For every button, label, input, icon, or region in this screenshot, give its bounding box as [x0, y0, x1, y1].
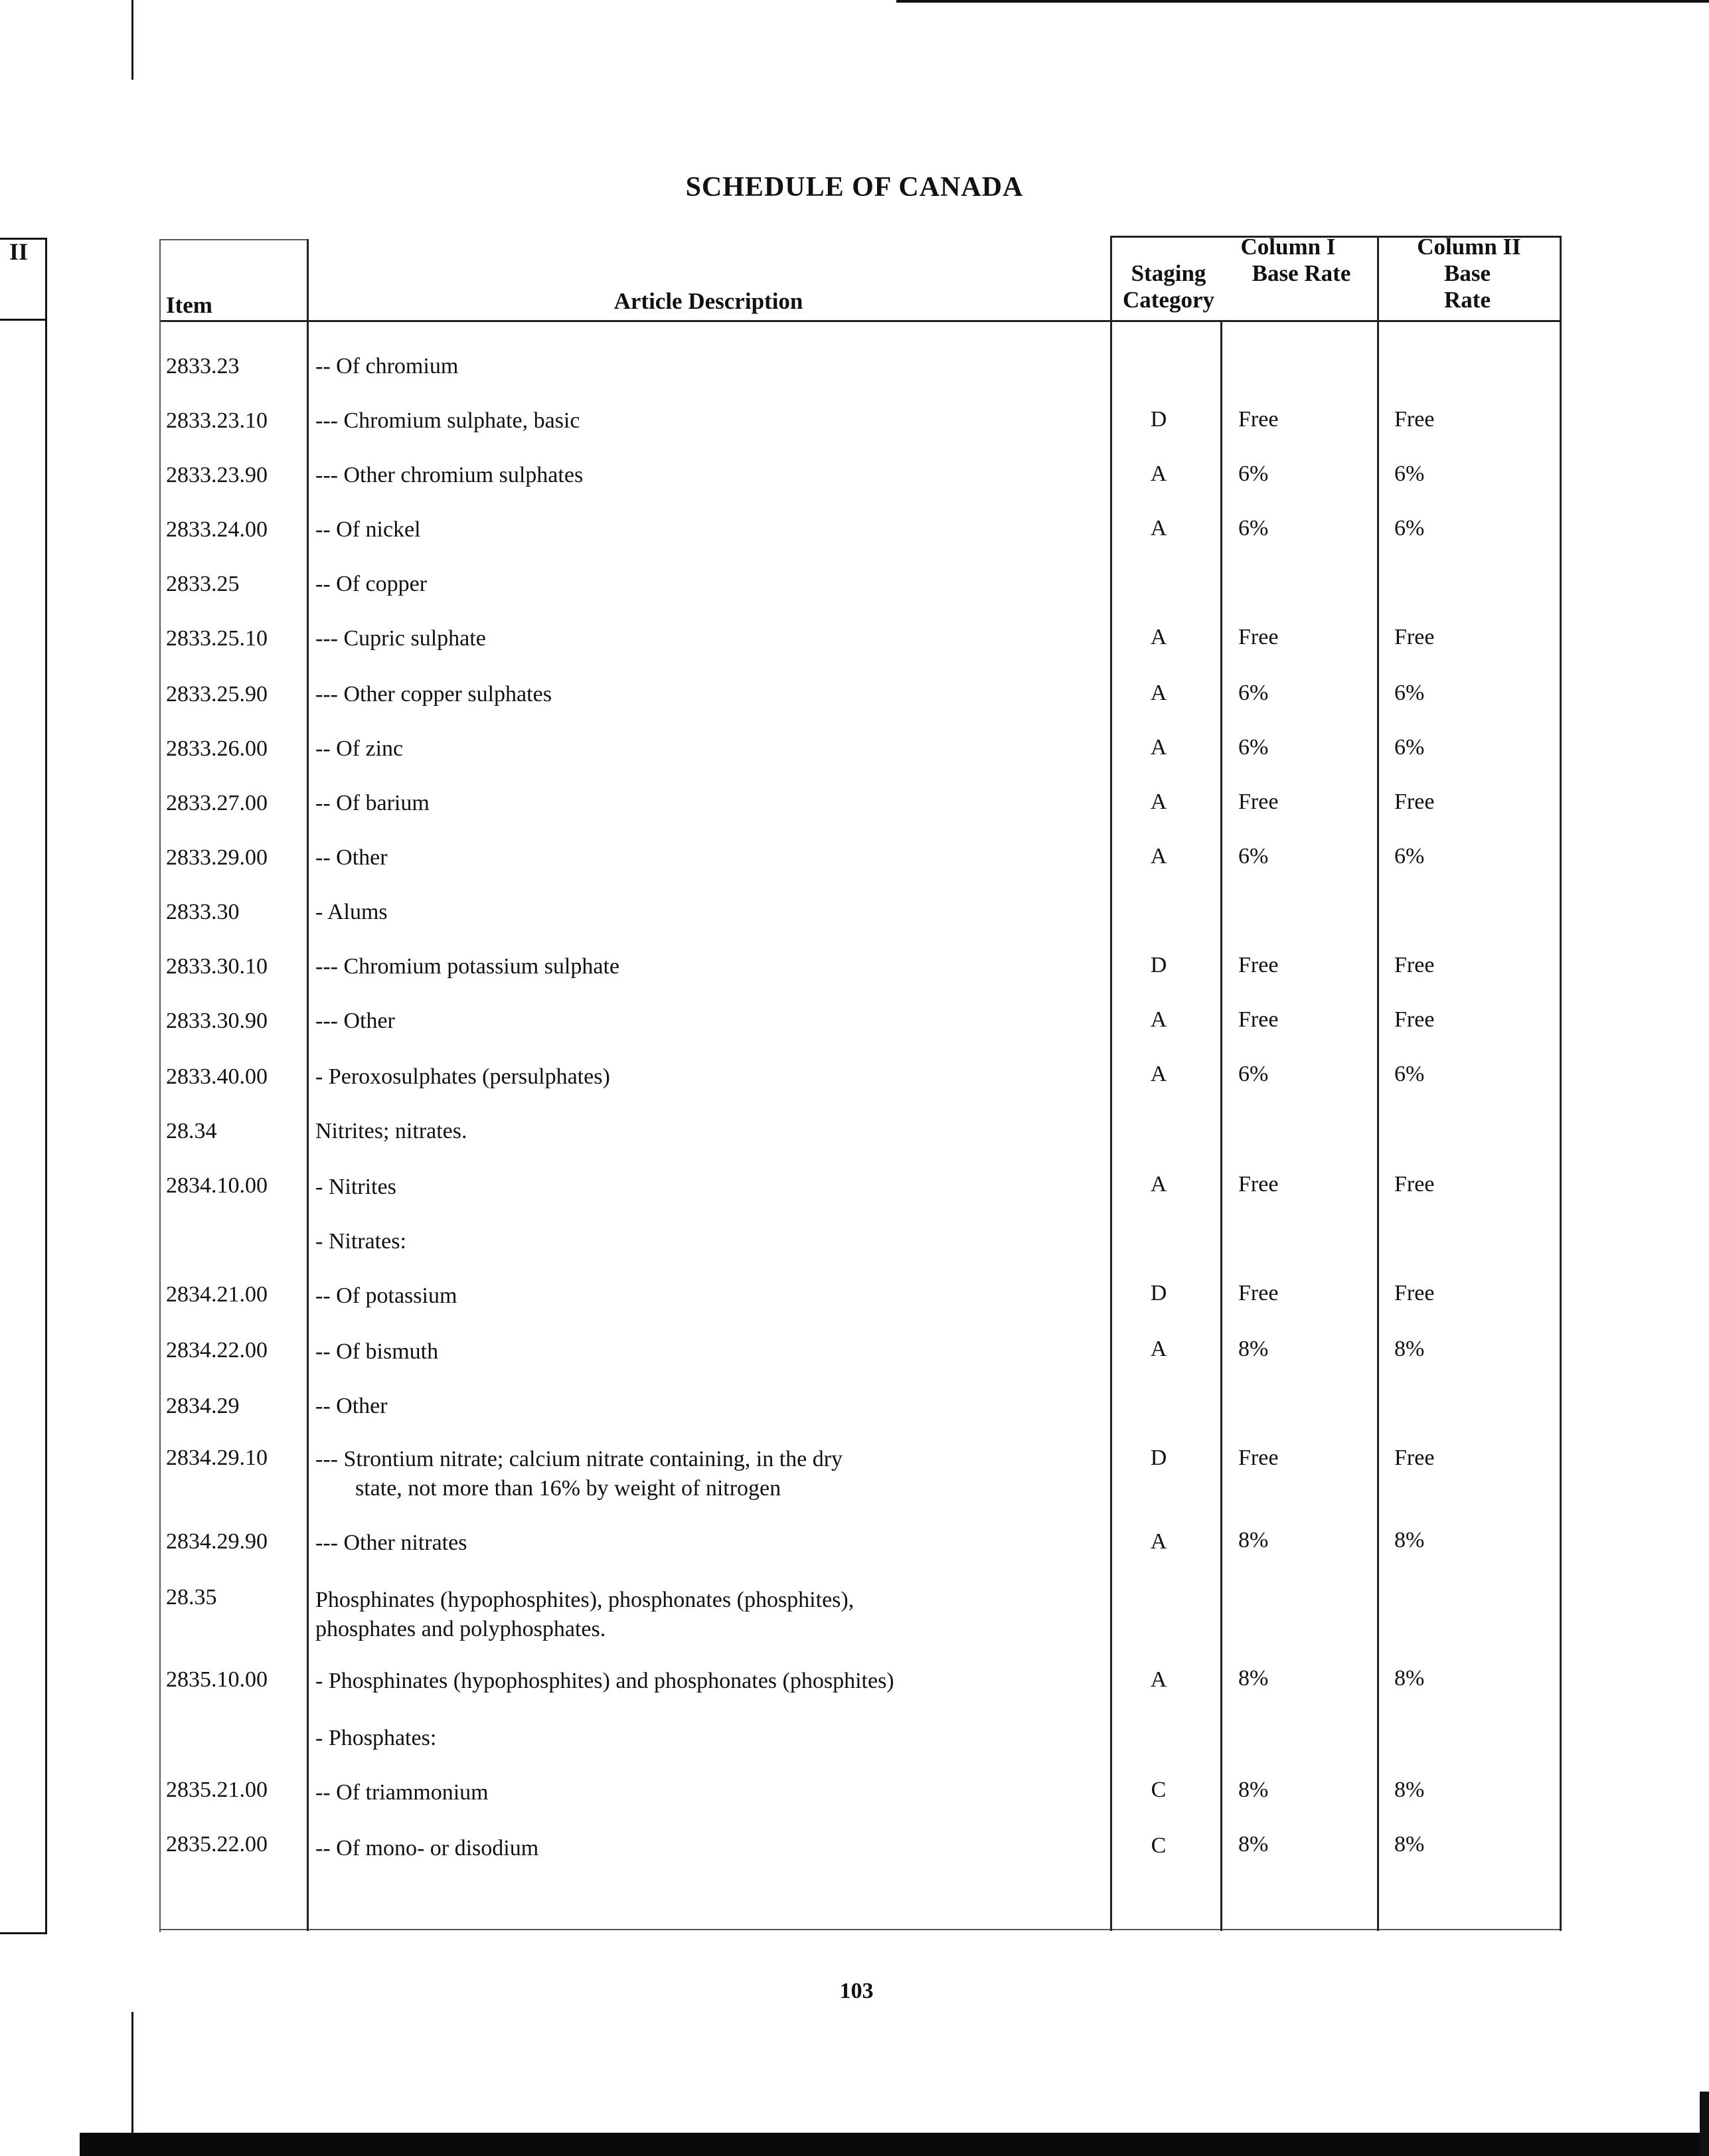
base-rate-column-2: 8%	[1394, 1778, 1425, 1802]
item-code: 2833.23	[166, 354, 240, 378]
item-code: 2833.29.00	[166, 845, 268, 870]
item-code: 2834.29.10	[166, 1446, 268, 1470]
article-description: - Peroxosulphates (persulphates)	[315, 1064, 610, 1089]
staging-category: D	[1150, 1446, 1167, 1470]
article-description: Nitrites; nitrates.	[315, 1119, 467, 1143]
table-top-border-left	[159, 239, 309, 240]
base-rate-column-2: Free	[1394, 1446, 1435, 1470]
item-code: 2834.21.00	[166, 1282, 268, 1307]
staging-category: A	[1150, 461, 1167, 486]
item-code: 2834.22.00	[166, 1338, 268, 1363]
base-rate-column-2: 6%	[1394, 1062, 1425, 1086]
staging-category: D	[1150, 953, 1167, 977]
article-description: --- Chromium potassium sulphate	[315, 954, 620, 979]
table-bottom-border	[159, 1929, 1562, 1930]
article-description: --- Other	[315, 1009, 395, 1033]
base-rate-column-1: 6%	[1238, 516, 1269, 540]
page-number: 103	[839, 1979, 874, 2003]
base-rate-column-1: 8%	[1238, 1337, 1269, 1361]
scan-left-margin-line	[0, 319, 46, 321]
header-bottom-border	[159, 320, 1562, 322]
desc-col1-divider	[1110, 236, 1112, 1931]
base-rate-column-1: Free	[1238, 1172, 1279, 1197]
staging-category: A	[1150, 1667, 1167, 1692]
item-code: 2834.29	[166, 1394, 240, 1418]
staging-category: A	[1150, 1337, 1167, 1361]
base-rate-column-1: Free	[1238, 789, 1279, 814]
article-description: --- Strontium nitrate; calcium nitrate containing, in the dry	[315, 1447, 843, 1471]
scan-left-margin-line-2	[0, 1932, 46, 1934]
staging-category: A	[1150, 1062, 1167, 1086]
base-rate-column-2: 8%	[1394, 1832, 1425, 1857]
base-rate-column-2: Free	[1394, 407, 1435, 432]
base-rate-column-1: Free	[1238, 1007, 1279, 1032]
col1-col2-divider	[1377, 236, 1379, 1931]
header-base-rate-2: Base Rate	[1444, 260, 1491, 313]
article-description: -- Of triammonium	[315, 1780, 489, 1805]
base-rate-column-1: Free	[1238, 407, 1279, 432]
item-code: 2833.25	[166, 572, 240, 596]
staging-category: C	[1151, 1833, 1167, 1858]
staging-category: C	[1151, 1778, 1167, 1802]
article-description: --- Other nitrates	[315, 1531, 467, 1555]
article-description: Phosphinates (hypophosphites), phosphonates (phosphites),	[315, 1588, 854, 1612]
stage-base-divider	[1220, 320, 1222, 1931]
item-desc-divider	[307, 239, 309, 1931]
base-rate-column-1: 8%	[1238, 1778, 1269, 1802]
staging-category: D	[1150, 407, 1167, 432]
base-rate-column-1: 6%	[1238, 844, 1269, 869]
base-rate-column-2: 6%	[1394, 516, 1425, 540]
article-description: -- Of mono- or disodium	[315, 1836, 539, 1861]
base-rate-column-2: 8%	[1394, 1666, 1425, 1691]
base-rate-column-1: Free	[1238, 1446, 1279, 1470]
base-rate-column-2: Free	[1394, 1007, 1435, 1032]
scan-right-corner	[1700, 2092, 1709, 2156]
item-code: 2833.27.00	[166, 791, 268, 815]
item-code: 2833.24.00	[166, 517, 268, 542]
item-code: 2833.25.90	[166, 682, 268, 706]
base-rate-column-2: Free	[1394, 1281, 1435, 1305]
staging-category: A	[1150, 1007, 1167, 1032]
article-description: - Alums	[315, 900, 388, 924]
item-code: 2834.29.90	[166, 1529, 268, 1554]
staging-category: D	[1150, 1281, 1167, 1305]
article-description: -- Of nickel	[315, 517, 421, 542]
article-description: --- Other chromium sulphates	[315, 463, 584, 487]
article-description-continued: state, not more than 16% by weight of nitrogen	[355, 1476, 781, 1501]
item-code: 28.35	[166, 1585, 217, 1610]
item-code: 2835.21.00	[166, 1778, 268, 1802]
item-code: 2835.10.00	[166, 1667, 268, 1692]
staging-category: A	[1150, 516, 1167, 540]
staging-category: A	[1150, 681, 1167, 705]
base-rate-column-1: 8%	[1238, 1666, 1269, 1691]
item-code: 2834.10.00	[166, 1173, 268, 1198]
header-item: Item	[166, 292, 212, 318]
base-rate-column-2: Free	[1394, 1172, 1435, 1197]
base-rate-column-2: 8%	[1394, 1337, 1425, 1361]
item-code: 28.34	[166, 1119, 217, 1143]
base-rate-column-1: 6%	[1238, 735, 1269, 760]
item-code: 2833.23.90	[166, 463, 268, 487]
article-description-continued: phosphates and polyphosphates.	[315, 1617, 606, 1641]
base-rate-column-2: 6%	[1394, 461, 1425, 486]
base-rate-column-1: 8%	[1238, 1832, 1269, 1857]
article-description: --- Chromium sulphate, basic	[315, 408, 580, 433]
base-rate-column-2: 6%	[1394, 844, 1425, 869]
item-code: 2833.25.10	[166, 626, 268, 651]
base-rate-column-1: 6%	[1238, 1062, 1269, 1086]
article-description: -- Of bismuth	[315, 1339, 439, 1364]
article-description: -- Other	[315, 845, 388, 870]
article-description: -- Of barium	[315, 791, 430, 815]
base-rate-column-2: Free	[1394, 953, 1435, 977]
staging-category: A	[1150, 1529, 1167, 1554]
staging-category: A	[1150, 844, 1167, 869]
base-rate-column-1: 8%	[1238, 1528, 1269, 1552]
article-description: -- Of potassium	[315, 1284, 457, 1308]
article-description: --- Cupric sulphate	[315, 626, 486, 651]
header-column-2: Column II	[1417, 234, 1521, 260]
scan-left-edge-bottom	[131, 2012, 133, 2148]
item-code: 2833.40.00	[166, 1064, 268, 1089]
article-description: - Phosphinates (hypophosphites) and phosphonates (phosphites)	[315, 1669, 894, 1693]
staging-category: A	[1150, 1172, 1167, 1197]
item-code: 2833.30.90	[166, 1009, 268, 1033]
item-left-border	[159, 239, 161, 1932]
article-description: - Nitrates:	[315, 1229, 406, 1254]
item-code: 2833.23.10	[166, 408, 268, 433]
article-description: -- Of chromium	[315, 354, 459, 378]
base-rate-column-2: Free	[1394, 789, 1435, 814]
article-description: - Nitrites	[315, 1175, 396, 1199]
base-rate-column-1: Free	[1238, 625, 1279, 649]
article-description: -- Other	[315, 1394, 388, 1418]
scan-left-margin-vert	[45, 238, 47, 1934]
header-base-rate-1: Base Rate	[1252, 260, 1351, 286]
edge-mark: II	[9, 238, 29, 265]
base-rate-column-1: 6%	[1238, 461, 1269, 486]
item-code: 2835.22.00	[166, 1832, 268, 1857]
scan-top-edge	[896, 0, 1709, 3]
header-staging-category: Staging Category	[1122, 260, 1214, 313]
base-rate-column-2: Free	[1394, 625, 1435, 649]
staging-category: A	[1150, 789, 1167, 814]
staging-category: A	[1150, 735, 1167, 760]
item-code: 2833.30	[166, 900, 240, 924]
staging-category: A	[1150, 625, 1167, 649]
base-rate-column-1: Free	[1238, 953, 1279, 977]
article-description: --- Other copper sulphates	[315, 682, 552, 706]
header-description: Article Description	[613, 288, 803, 314]
base-rate-column-2: 6%	[1394, 681, 1425, 705]
table-right-border	[1560, 236, 1562, 1931]
header-column-1: Column I	[1240, 234, 1336, 260]
page-title: SCHEDULE OF CANADA	[685, 172, 1024, 203]
item-code: 2833.26.00	[166, 736, 268, 761]
item-code: 2833.30.10	[166, 954, 268, 979]
base-rate-column-2: 8%	[1394, 1528, 1425, 1552]
scan-left-edge-top	[131, 0, 133, 80]
article-description: -- Of zinc	[315, 736, 404, 761]
base-rate-column-1: 6%	[1238, 681, 1269, 705]
base-rate-column-1: Free	[1238, 1281, 1279, 1305]
base-rate-column-2: 6%	[1394, 735, 1425, 760]
scan-bottom-edge	[80, 2133, 1709, 2156]
article-description: - Phosphates:	[315, 1726, 437, 1750]
article-description: -- Of copper	[315, 572, 428, 596]
